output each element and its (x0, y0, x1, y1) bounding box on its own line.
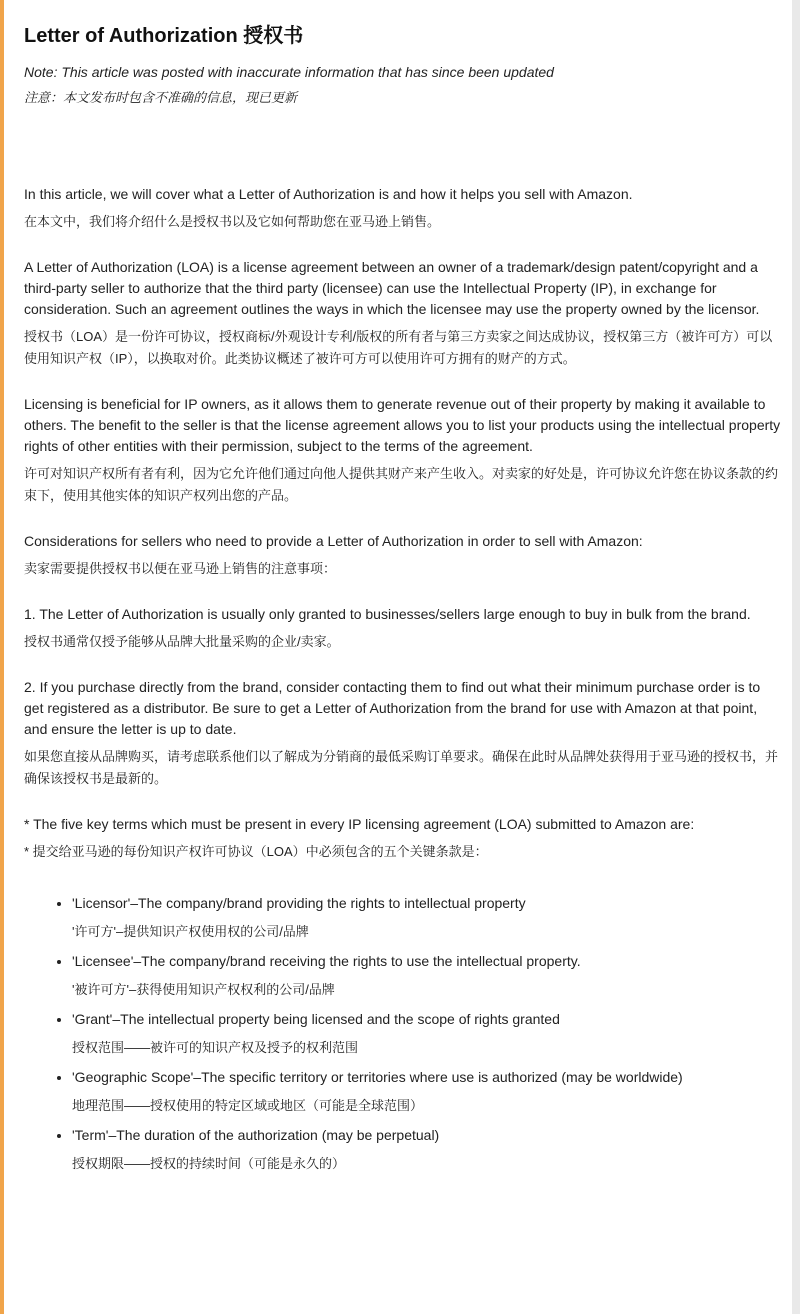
paragraph-cn: 在本文中，我们将介绍什么是授权书以及它如何帮助您在亚马逊上销售。 (24, 214, 441, 229)
paragraph-en: In this article, we will cover what a Letter of Authorization is and how it helps you sell with Amazon. (24, 186, 633, 202)
term-cn: 地理范围——授权使用的特定区域或地区（可能是全球范围） (72, 1098, 424, 1113)
term-cn: 授权范围——被许可的知识产权及授予的权利范围 (72, 1040, 359, 1055)
paragraph-licensing-benefits (24, 394, 782, 507)
consideration-item-2 (24, 677, 782, 790)
paragraph-cn: 授权书（LOA）是一份许可协议，授权商标/外观设计专利/版权的所有者与第三方卖家之间达成协议，授权第三方（被许可方）可以使用知识产权（IP），以换取对价。此类协议概述了被许可方可以使用许可方拥有的财产的方式。 (24, 329, 773, 366)
paragraph-cn: 许可对知识产权所有者有利，因为它允许他们通过向他人提供其财产来产生收入。对卖家的好处是，许可协议允许您在协议条款的约束下，使用其他实体的知识产权列出您的产品。 (24, 466, 779, 503)
list-item (72, 893, 782, 943)
paragraph-key-terms (24, 814, 782, 863)
list-item (72, 951, 782, 1001)
paragraph-cn: 卖家需要提供授权书以便在亚马逊上销售的注意事项： (24, 561, 337, 576)
page-title: Letter of Authorization 授权书 (24, 25, 304, 47)
paragraph-cn: 如果您直接从品牌购买，请考虑联系他们以了解成为分销商的最低采购订单要求。确保在此时从品牌处获得用于亚马逊的授权书，并确保该授权书是最新的。 (24, 749, 779, 786)
update-note-cn: 注意：本文发布时包含不准确的信息，现已更新 (24, 90, 298, 105)
consideration-item-1 (24, 604, 782, 653)
paragraph-en: 1. The Letter of Authorization is usually only granted to businesses/sellers large enough to buy in bulk from the brand. (24, 606, 751, 622)
term-cn: '许可方'–提供知识产权使用权的公司/品牌 (72, 924, 309, 939)
scrollbar-track[interactable] (792, 0, 800, 1314)
term-cn: 授权期限——授权的持续时间（可能是永久的） (72, 1156, 346, 1171)
paragraph-en: 2. If you purchase directly from the brand, consider contacting them to find out what their minimum purchase order is to get registered as a distributor. Be sure to get a Letter of Authorization from the brand for use with Amazon at that point, and ensure the letter is up to date. (24, 679, 761, 737)
term-en: 'Geographic Scope'–The specific territory or territories where use is authorized (may be worldwide) (72, 1069, 683, 1085)
term-en: 'Licensor'–The company/brand providing the rights to intellectual property (72, 895, 526, 911)
term-en: 'Term'–The duration of the authorization (may be perpetual) (72, 1127, 440, 1143)
list-item (72, 1125, 782, 1175)
article-content (24, 18, 782, 1183)
paragraph-considerations (24, 531, 782, 580)
list-item (72, 1067, 782, 1117)
key-terms-list (24, 893, 782, 1175)
paragraph-loa-definition (24, 257, 782, 370)
update-note-en: Note: This article was posted with inaccurate information that has since been updated (24, 64, 554, 80)
term-en: 'Grant'–The intellectual property being licensed and the scope of rights granted (72, 1011, 560, 1027)
paragraph-en: A Letter of Authorization (LOA) is a license agreement between an owner of a trademark/design patent/copyright and a third-party seller to authorize that the third party (licensee) can use the Intellectual Property (IP), in exchange for consideration. Such an agreement outlines the ways in which the licensee may use the property owned by the licensor. (24, 259, 760, 317)
left-accent-bar (0, 0, 4, 1314)
term-en: 'Licensee'–The company/brand receiving the rights to use the intellectual property. (72, 953, 581, 969)
list-item (72, 1009, 782, 1059)
paragraph-en: Licensing is beneficial for IP owners, as it allows them to generate revenue out of their property by making it available to others. The benefit to the seller is that the license agreement allows you to list your products using the intellectual property rights of other entities with their permission, subject to the terms of the agreement. (24, 396, 781, 454)
paragraph-en: * The five key terms which must be present in every IP licensing agreement (LOA) submitted to Amazon are: (24, 816, 695, 832)
paragraph-en: Considerations for sellers who need to provide a Letter of Authorization in order to sell with Amazon: (24, 533, 643, 549)
paragraph-intro (24, 184, 782, 233)
paragraph-cn: 授权书通常仅授予能够从品牌大批量采购的企业/卖家。 (24, 634, 340, 649)
paragraph-cn: * 提交给亚马逊的每份知识产权许可协议（LOA）中必须包含的五个关键条款是： (24, 844, 488, 859)
term-cn: '被许可方'–获得使用知识产权权利的公司/品牌 (72, 982, 335, 997)
